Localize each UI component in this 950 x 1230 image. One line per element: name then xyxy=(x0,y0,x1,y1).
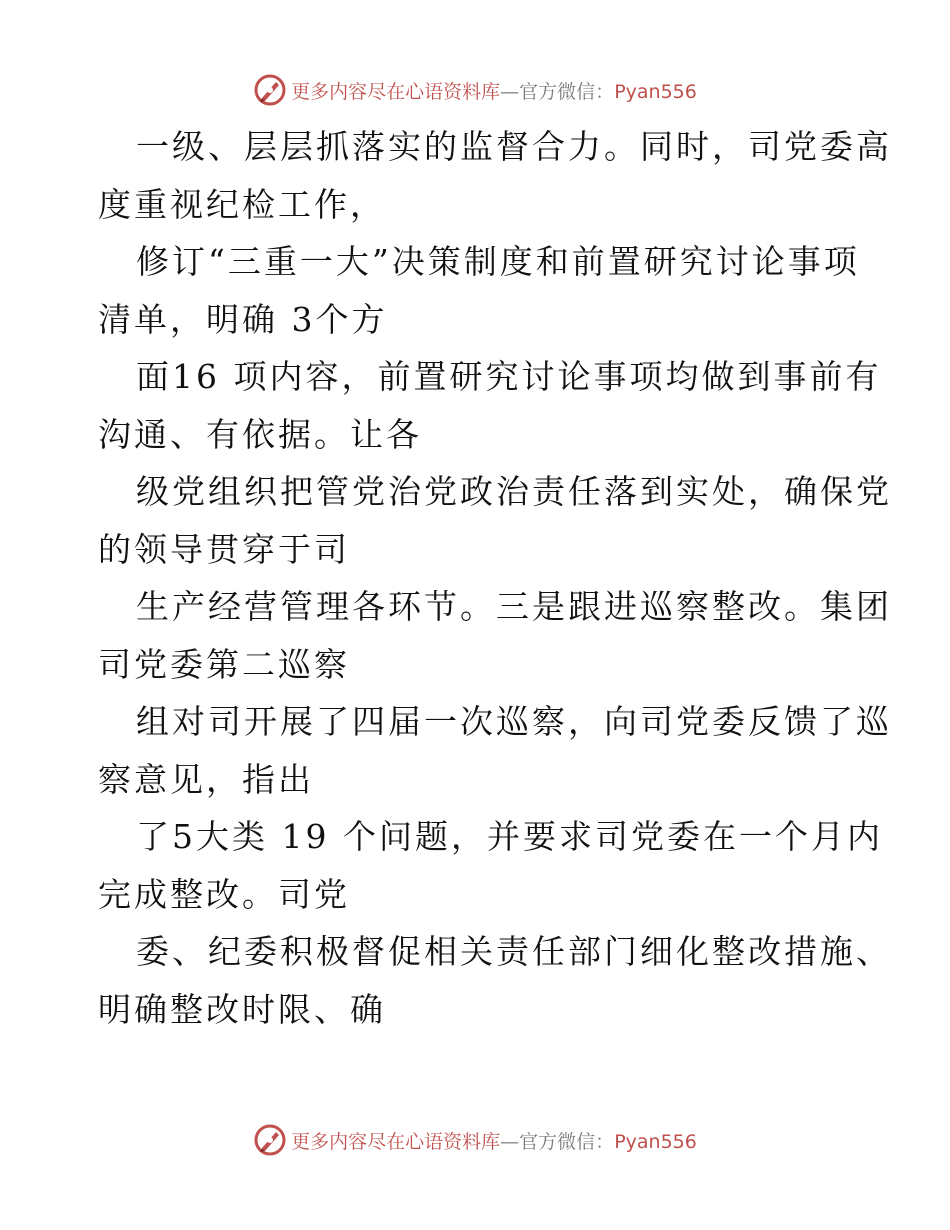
header-banner-text xyxy=(291,77,697,104)
header-banner xyxy=(0,70,950,110)
footer-site-name: 更多内容尽在心语资料库 xyxy=(291,1130,501,1153)
header-wechat-id: Pyan556 xyxy=(614,80,697,103)
body-line: 司党委第二巡察 xyxy=(98,644,350,684)
body-line: 明确整改时限、确 xyxy=(98,989,386,1029)
pen-circle-logo-icon xyxy=(253,1123,287,1157)
header-wechat-label: 官方微信： xyxy=(519,80,615,103)
body-line: 生产经营管理各环节。三是跟进巡察整改。集团 xyxy=(136,587,892,626)
body-line: 一级、层层抓落实的监督合力。同时，司党委高 xyxy=(136,127,892,166)
header-site-name: 更多内容尽在心语资料库 xyxy=(291,80,501,103)
footer-banner-text xyxy=(291,1127,697,1154)
body-line: 的领导贯穿于司 xyxy=(98,529,350,569)
body-line: 完成整改。司党 xyxy=(98,874,350,914)
header-dash: — xyxy=(500,80,520,103)
body-line: 面16 项内容，前置研究讨论事项均做到事前有 xyxy=(136,357,882,396)
body-line: 清单，明确 3个方 xyxy=(98,299,388,339)
body-line: 度重视纪检工作， xyxy=(98,184,386,224)
body-line: 了5大类 19 个问题，并要求司党委在一个月内 xyxy=(136,817,883,856)
body-line: 修订“三重一大”决策制度和前置研究讨论事项 xyxy=(136,242,860,281)
pen-circle-logo-icon xyxy=(253,73,287,107)
body-line: 委、纪委积极督促相关责任部门细化整改措施、 xyxy=(136,932,892,971)
footer-dash: — xyxy=(500,1130,520,1153)
body-line: 察意见，指出 xyxy=(98,759,314,799)
body-line: 组对司开展了四届一次巡察，向司党委反馈了巡 xyxy=(136,702,892,741)
body-line: 级党组织把管党治党政治责任落到实处，确保党 xyxy=(136,472,892,511)
body-line: 沟通、有依据。让各 xyxy=(98,414,422,454)
footer-wechat-label: 官方微信： xyxy=(519,1130,615,1153)
footer-wechat-id: Pyan556 xyxy=(614,1130,697,1153)
footer-banner xyxy=(0,1120,950,1160)
document-body xyxy=(98,118,892,1038)
